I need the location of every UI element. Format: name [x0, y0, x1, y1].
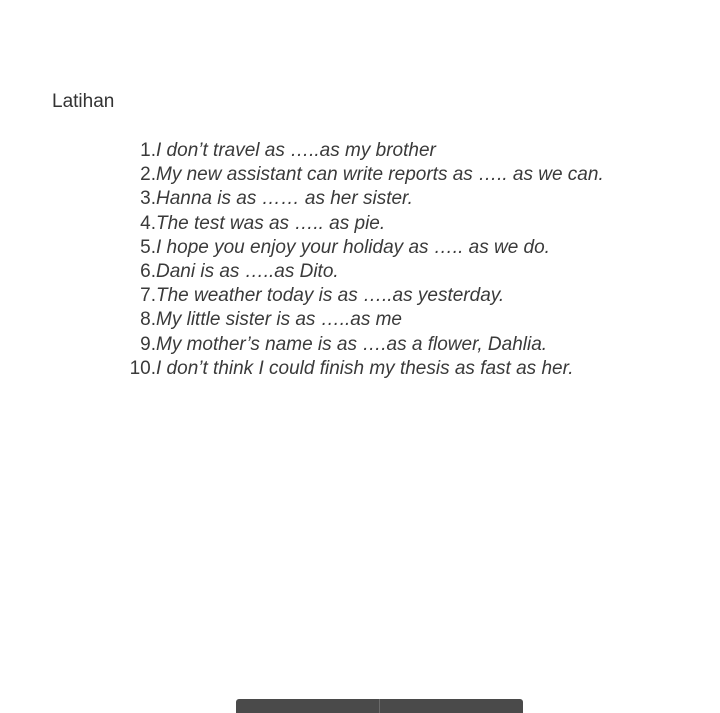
item-number: 8. — [140, 309, 156, 331]
list-item — [128, 236, 604, 260]
item-number: 3. — [140, 188, 156, 210]
item-text: The test was as ….. as pie. — [156, 212, 386, 234]
item-text: My mother’s name is as ….as a flower, Dahlia. — [156, 333, 548, 355]
item-number: 9. — [140, 333, 156, 355]
list-item — [128, 308, 604, 332]
item-text: Hanna is as …… as her sister. — [156, 188, 413, 210]
toolbar-button-left[interactable] — [236, 699, 379, 713]
list-item — [128, 163, 604, 187]
list-item — [128, 284, 604, 308]
exercise-list — [128, 139, 604, 381]
list-item — [128, 187, 604, 211]
toolbar-button-right[interactable] — [380, 699, 523, 713]
list-item — [128, 212, 604, 236]
page-title: Latihan — [52, 91, 115, 112]
item-text: I don’t think I could finish my thesis as fast as her. — [156, 357, 574, 379]
list-item — [128, 260, 604, 284]
item-number: 7. — [140, 285, 156, 307]
bottom-toolbar — [236, 699, 523, 713]
list-item — [128, 139, 604, 163]
item-text: I don’t travel as …..as my brother — [156, 140, 436, 161]
item-number: 6. — [140, 261, 156, 283]
item-number: 1. — [140, 140, 156, 161]
item-text: The weather today is as …..as yesterday. — [156, 285, 505, 307]
item-number: 5. — [140, 236, 156, 258]
item-text: I hope you enjoy your holiday as ….. as we do. — [156, 236, 550, 258]
item-number: 4. — [140, 212, 156, 234]
item-number: 2. — [140, 164, 156, 186]
item-text: My little sister is as …..as me — [156, 309, 402, 331]
list-item — [128, 357, 604, 381]
list-item — [128, 333, 604, 357]
item-text: My new assistant can write reports as ….. as we can. — [156, 164, 604, 186]
item-text: Dani is as …..as Dito. — [156, 261, 339, 283]
item-number: 10. — [129, 357, 156, 379]
